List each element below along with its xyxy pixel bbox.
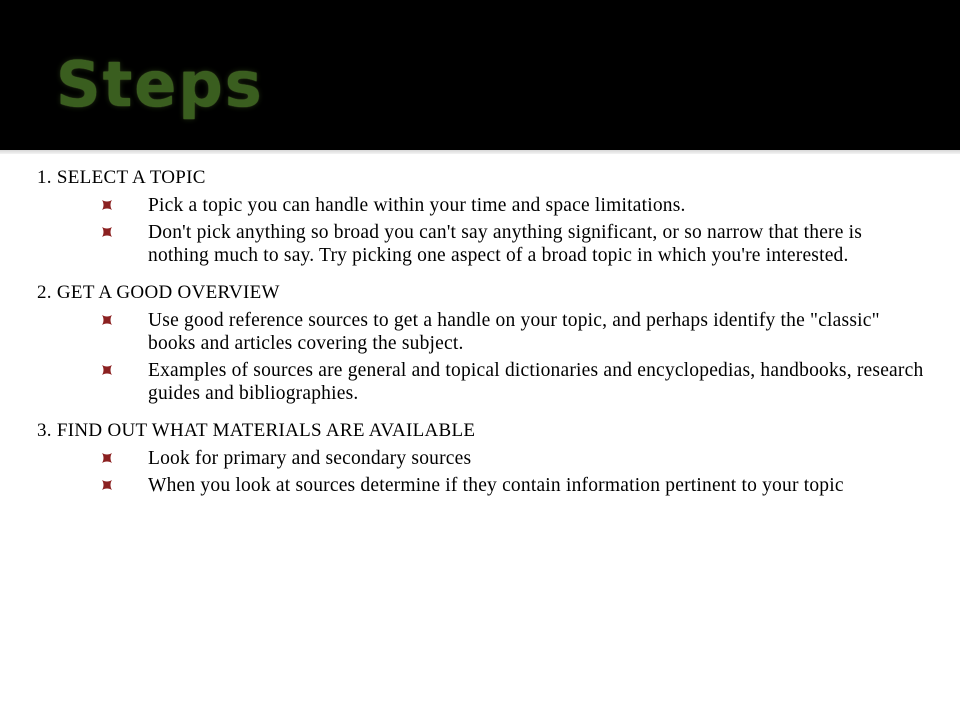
bullet-item [37, 447, 927, 470]
bullet-list [37, 447, 927, 497]
section-overview [37, 281, 927, 405]
slide-content [37, 166, 927, 511]
section-heading: 1. SELECT A TOPIC [37, 167, 206, 188]
bullet-item [37, 221, 927, 267]
bullet-text: When you look at sources determine if they contain information pertinent to your topic [148, 475, 844, 496]
bullet-text: Pick a topic you can handle within your time and space limitations. [148, 195, 686, 216]
bullet-text: Don't pick anything so broad you can't say anything significant, or so narrow that there is nothing much to say. Try picking one aspect of a broad topic in which you're interested. [148, 222, 863, 266]
bullet-text: Look for primary and secondary sources [148, 448, 472, 469]
quatrefoil-bullet-icon [101, 479, 113, 491]
bullet-item [37, 474, 927, 497]
slide-title: Steps [56, 48, 264, 121]
quatrefoil-bullet-icon [101, 364, 113, 376]
section-heading: 3. FIND OUT WHAT MATERIALS ARE AVAILABLE [37, 420, 476, 441]
section-select-topic [37, 166, 927, 267]
quatrefoil-bullet-icon [101, 199, 113, 211]
title-divider [0, 150, 960, 154]
bullet-text: Use good reference sources to get a handle on your topic, and perhaps identify the "classic" books and articles covering the subject. [148, 310, 880, 354]
quatrefoil-bullet-icon [101, 314, 113, 326]
quatrefoil-bullet-icon [101, 452, 113, 464]
section-materials [37, 419, 927, 497]
bullet-list [37, 194, 927, 267]
section-heading: 2. GET A GOOD OVERVIEW [37, 282, 280, 303]
bullet-item [37, 309, 927, 355]
quatrefoil-bullet-icon [101, 226, 113, 238]
bullet-item [37, 359, 927, 405]
bullet-item [37, 194, 927, 217]
bullet-list [37, 309, 927, 405]
bullet-text: Examples of sources are general and topical dictionaries and encyclopedias, handbooks, research guides and bibliographies. [148, 360, 924, 404]
title-bar [0, 0, 960, 150]
